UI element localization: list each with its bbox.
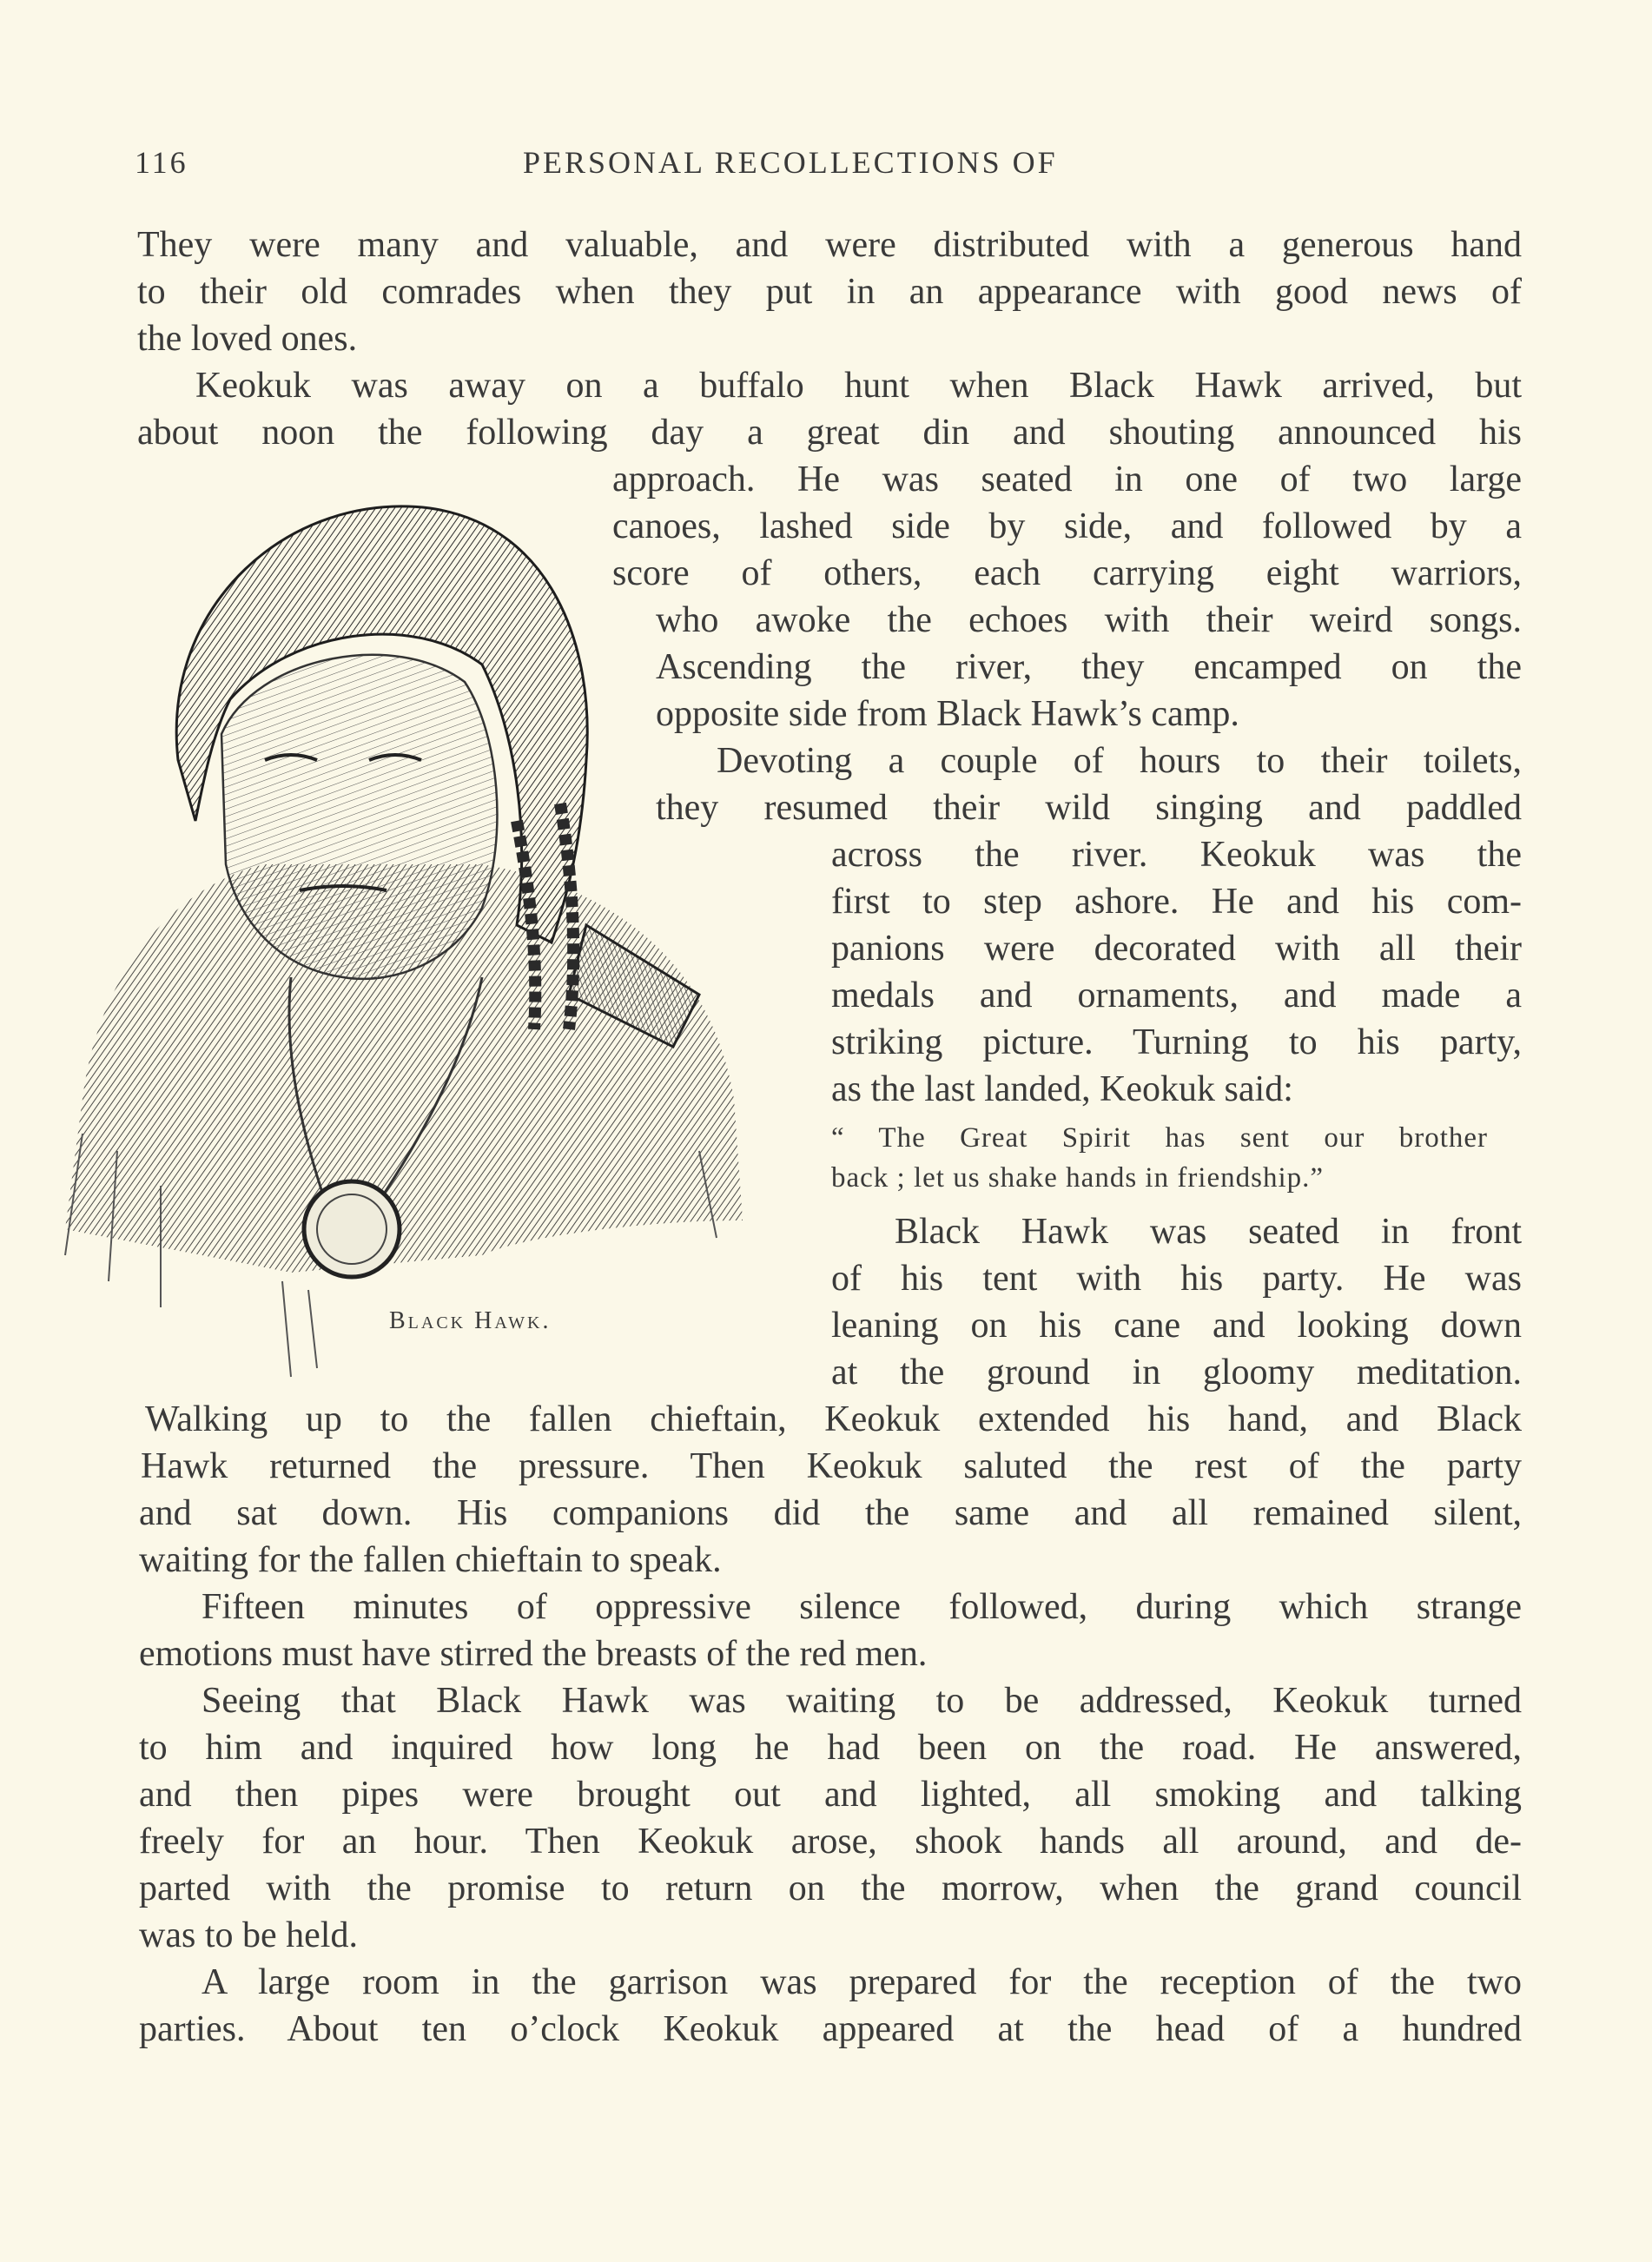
text-line: to their old comrades when they put in an appearance with good news of [137, 272, 1522, 312]
text-line: across the river. Keokuk was the [831, 835, 1522, 875]
text-line: Black Hawk was seated in front [895, 1212, 1522, 1252]
text-line: Ascending the river, they encamped on the [656, 647, 1522, 687]
text-line: of his tent with his party. He was [831, 1259, 1522, 1299]
text-line: and then pipes were brought out and lighted, all smoking and talking [139, 1775, 1522, 1815]
text-line: score of others, each carrying eight warriors, [612, 553, 1522, 593]
text-line: Walking up to the fallen chieftain, Keokuk extended his hand, and Black [145, 1399, 1522, 1439]
text-line: panions were decorated with all their [831, 929, 1522, 969]
text-line: striking picture. Turning to his party, [831, 1022, 1522, 1062]
running-title: PERSONAL RECOLLECTIONS OF [523, 145, 1058, 180]
text-line: and sat down. His companions did the same and all remained silent, [139, 1493, 1522, 1533]
text-line: emotions must have stirred the breasts of the red men. [139, 1634, 928, 1674]
text-line: parted with the promise to return on the morrow, when the grand council [139, 1868, 1522, 1908]
text-line: waiting for the fallen chieftain to speak. [139, 1540, 722, 1580]
text-line: who awoke the echoes with their weird songs. [656, 600, 1522, 640]
text-line: Fifteen minutes of oppressive silence followed, during which strange [202, 1587, 1522, 1627]
text-line: leaning on his cane and looking down [831, 1306, 1522, 1346]
text-line: freely for an hour. Then Keokuk arose, shook hands all around, and de- [139, 1822, 1522, 1862]
text-line: as the last landed, Keokuk said: [831, 1069, 1293, 1109]
text-line: Hawk returned the pressure. Then Keokuk saluted the rest of the party [141, 1446, 1522, 1486]
text-line: approach. He was seated in one of two large [612, 460, 1522, 499]
text-line: opposite side from Black Hawk’s camp. [656, 694, 1239, 734]
text-line: about noon the following day a great din and shouting announced his [137, 413, 1522, 453]
text-line: canoes, lashed side by side, and followed by a [612, 506, 1522, 546]
text-line: parties. About ten o’clock Keokuk appeared at the head of a hundred [139, 2009, 1522, 2049]
text-line: at the ground in gloomy meditation. [831, 1353, 1522, 1392]
text-line: first to step ashore. He and his com- [831, 882, 1522, 922]
quote-line: back ; let us shake hands in friendship.” [831, 1162, 1325, 1194]
text-line: They were many and valuable, and were distributed with a generous hand [137, 225, 1522, 265]
text-line: was to be held. [139, 1915, 358, 1955]
page-number: 116 [135, 145, 188, 180]
text-line: A large room in the garrison was prepared for the reception of the two [202, 1962, 1522, 2002]
text-line: they resumed their wild singing and paddled [656, 788, 1522, 828]
text-line: Devoting a couple of hours to their toilets, [717, 741, 1522, 781]
quote-line: “ The Great Spirit has sent our brother [831, 1122, 1488, 1154]
text-line: Keokuk was away on a buffalo hunt when Black Hawk arrived, but [195, 366, 1522, 406]
text-line: to him and inquired how long he had been on the road. He answered, [139, 1728, 1522, 1768]
figure-caption: Black Hawk. [389, 1307, 552, 1334]
text-line: medals and ornaments, and made a [831, 976, 1522, 1015]
text-line: Seeing that Black Hawk was waiting to be addressed, Keokuk turned [202, 1681, 1522, 1721]
text-line: the loved ones. [137, 319, 358, 359]
